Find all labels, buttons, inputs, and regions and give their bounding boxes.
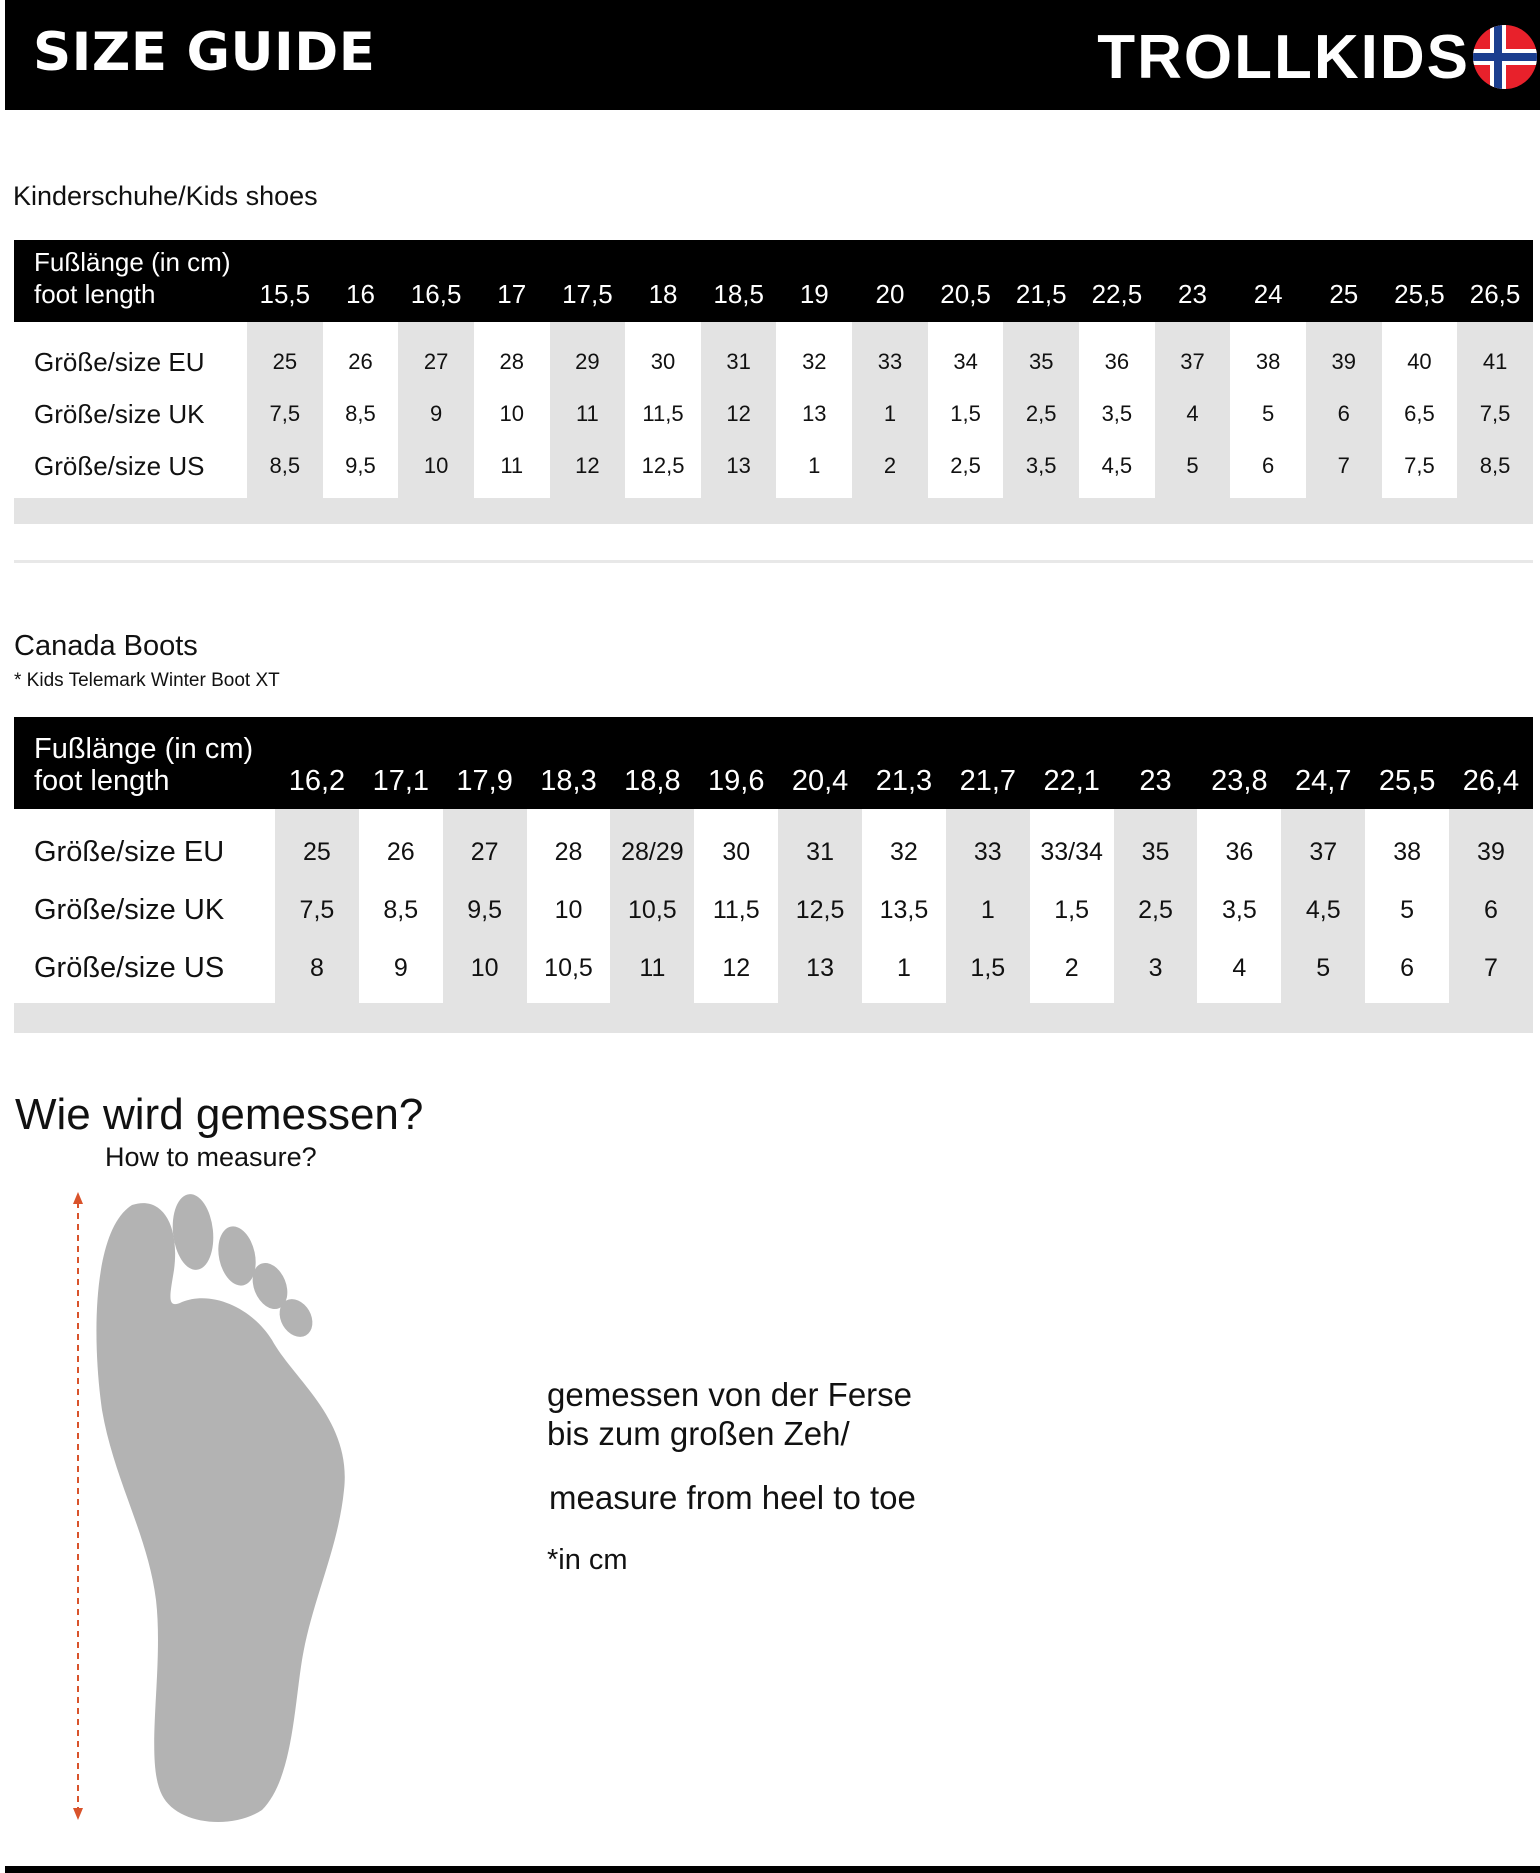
size-value: 8,5 [269, 453, 301, 478]
size-value: 28/29 [621, 838, 684, 866]
size-column [1365, 809, 1449, 1003]
size-column [625, 322, 701, 498]
foot-length-value: 17,5 [562, 279, 613, 309]
size-column [359, 809, 443, 1003]
size-value: 30 [722, 838, 751, 866]
foot-measure-svg [62, 1190, 362, 1830]
size-value: 27 [470, 838, 499, 866]
size-value: 4,5 [1305, 896, 1341, 924]
foot-length-value: 25 [1329, 279, 1359, 309]
size-value: 40 [1407, 349, 1432, 374]
foot-length-value: 17,1 [372, 765, 430, 797]
size-column [1457, 322, 1533, 498]
size-value: 5 [1186, 453, 1199, 478]
size-column [527, 809, 611, 1003]
size-value: 36 [1104, 349, 1130, 374]
size-column [694, 809, 778, 1003]
size-value: 12 [722, 954, 751, 982]
size-value: 11 [639, 954, 666, 982]
measure-text-de-line2: bis zum großen Zeh/ [547, 1415, 850, 1452]
size-value: 12,5 [641, 453, 685, 478]
size-column [1030, 809, 1114, 1003]
canada-boots-title: Canada Boots [14, 630, 198, 662]
measure-subtitle: How to measure? [105, 1142, 317, 1172]
size-value: 7,5 [1404, 453, 1435, 478]
foot-length-label-en: foot length [34, 279, 156, 309]
foot-length-value: 16 [346, 279, 375, 309]
size-column [1155, 322, 1231, 498]
size-value: 6 [1484, 896, 1498, 924]
size-value: 1,5 [950, 401, 981, 426]
size-column [275, 809, 359, 1003]
foot-length-value: 18 [648, 279, 678, 309]
table-footer-strip [14, 1003, 1533, 1033]
size-value: 11,5 [642, 401, 684, 426]
size-value: 2 [883, 453, 897, 478]
size-value: 6 [1337, 401, 1350, 426]
size-column [1114, 809, 1198, 1003]
measure-text-en: measure from heel to toe [549, 1479, 916, 1516]
size-value: 26 [386, 838, 415, 866]
size-value: 5 [1316, 954, 1331, 982]
foot-length-label-en: foot length [34, 765, 170, 797]
size-value: 39 [1477, 838, 1505, 866]
foot-length-value: 23,8 [1211, 765, 1268, 797]
size-value: 7 [1484, 954, 1498, 982]
size-column [1079, 322, 1155, 498]
size-column [1281, 809, 1365, 1003]
foot-length-value: 18,8 [624, 765, 681, 797]
canada-boots-note: * Kids Telemark Winter Boot XT [14, 670, 280, 691]
size-value: 37 [1309, 838, 1338, 866]
size-value: 25 [272, 349, 298, 374]
foot-length-value: 19,6 [708, 765, 765, 797]
size-value: 4 [1232, 954, 1247, 982]
row-label: Größe/size EU [34, 347, 205, 377]
length-arrow-icon [73, 1192, 83, 1820]
foot-length-value: 20 [875, 279, 905, 309]
size-value: 9 [393, 954, 408, 982]
size-value: 13 [806, 954, 834, 982]
size-value: 31 [726, 349, 751, 374]
size-column [946, 809, 1030, 1003]
page-title: SIZE GUIDE [33, 22, 376, 83]
foot-length-value: 22,5 [1091, 279, 1143, 309]
row-label: Größe/size US [34, 451, 205, 481]
size-value: 9,5 [345, 453, 376, 478]
size-value: 38 [1255, 349, 1281, 374]
size-value: 5 [1262, 401, 1275, 426]
foot-length-value: 20,4 [791, 765, 849, 797]
foot-illustration [62, 1190, 362, 1835]
size-value: 33 [877, 349, 903, 374]
size-column [1306, 322, 1382, 498]
row-label: Größe/size UK [34, 894, 225, 926]
canada-boots-size-table [14, 717, 1533, 1033]
section-divider [14, 560, 1533, 563]
row-labels-column [14, 336, 247, 498]
size-column [1003, 322, 1079, 498]
size-column [1382, 322, 1458, 498]
foot-length-header-label [14, 246, 247, 310]
size-value: 13,5 [879, 896, 929, 924]
size-value: 1 [896, 954, 911, 982]
size-column [778, 809, 862, 1003]
size-value: 13 [726, 453, 751, 478]
size-column [862, 809, 946, 1003]
size-value: 25 [303, 838, 331, 866]
kids-shoes-title: Kinderschuhe/Kids shoes [13, 181, 318, 211]
size-value: 29 [575, 349, 600, 374]
size-value: 4,5 [1101, 453, 1133, 478]
size-value: 7 [1337, 453, 1350, 478]
header-bar [5, 0, 1540, 110]
size-value: 4 [1186, 401, 1199, 426]
row-label: Größe/size EU [34, 836, 225, 868]
table-footer-strip [14, 498, 1533, 524]
foot-length-value: 24,7 [1295, 765, 1352, 797]
size-column [398, 322, 474, 498]
size-value: 3 [1148, 954, 1163, 982]
size-value: 31 [806, 838, 834, 866]
size-value: 9 [429, 401, 443, 426]
foot-length-value: 26,5 [1469, 279, 1521, 309]
size-value: 37 [1180, 349, 1205, 374]
size-value: 32 [802, 349, 827, 374]
size-column [443, 809, 527, 1003]
unit-note: *in cm [547, 1544, 628, 1576]
foot-length-value: 23 [1139, 765, 1172, 797]
measure-title: Wie wird gemessen? [15, 1090, 424, 1139]
size-column [474, 322, 550, 498]
size-column [610, 809, 694, 1003]
size-value: 35 [1141, 838, 1170, 866]
size-column [1197, 809, 1281, 1003]
size-value: 1 [980, 896, 995, 924]
foot-length-value: 18,5 [713, 279, 764, 309]
size-value: 10 [423, 453, 449, 478]
size-value: 33/34 [1040, 838, 1103, 866]
size-value: 2,5 [950, 453, 981, 478]
size-value: 2 [1064, 954, 1079, 982]
size-value: 12,5 [795, 896, 845, 924]
size-value: 10,5 [628, 896, 677, 924]
size-value: 27 [423, 349, 449, 374]
foot-length-value: 17,9 [456, 765, 513, 797]
size-column [701, 322, 777, 498]
size-value: 8 [309, 954, 324, 982]
kids-shoes-body [14, 322, 1533, 524]
size-value: 11,5 [712, 896, 760, 924]
foot-length-value: 17 [497, 279, 527, 309]
foot-length-value: 19 [799, 279, 829, 309]
size-value: 39 [1331, 349, 1357, 374]
size-value: 11 [575, 401, 599, 426]
size-value: 30 [650, 349, 676, 374]
row-label: Größe/size US [34, 952, 225, 984]
size-value: 9,5 [467, 896, 503, 924]
size-value: 6,5 [1404, 401, 1435, 426]
brand-logo-text: TROLLKIDS [1097, 22, 1470, 92]
size-value: 8,5 [1479, 453, 1511, 478]
size-column [550, 322, 626, 498]
foot-length-value: 25,5 [1394, 279, 1445, 309]
size-value: 10 [470, 954, 499, 982]
foot-length-value: 21,5 [1015, 279, 1067, 309]
brand-logo [1097, 22, 1470, 92]
size-value: 3,5 [1222, 896, 1257, 924]
size-value: 41 [1482, 349, 1508, 374]
size-value: 3,5 [1101, 401, 1133, 426]
size-column [323, 322, 399, 498]
foot-length-value: 21,3 [875, 765, 933, 797]
size-value: 26 [348, 349, 373, 374]
canada-boots-header [14, 717, 1533, 809]
foot-length-value: 23 [1178, 279, 1207, 309]
size-value: 10,5 [544, 954, 593, 982]
size-value: 13 [802, 401, 827, 426]
size-value: 38 [1393, 838, 1421, 866]
size-value: 34 [953, 349, 978, 374]
foot-length-value: 20,5 [940, 279, 991, 309]
size-value: 8,5 [345, 401, 376, 426]
foot-length-label-de: Fußlänge (in cm) [34, 733, 254, 765]
size-value: 12 [575, 453, 600, 478]
foot-length-value: 16,5 [410, 279, 462, 309]
size-value: 33 [973, 838, 1002, 866]
foot-length-value: 24 [1253, 279, 1283, 309]
foot-length-header-label [14, 733, 275, 797]
size-value: 2,5 [1138, 896, 1173, 924]
foot-length-value: 22,1 [1043, 765, 1100, 797]
size-value: 11 [500, 453, 524, 478]
size-value: 6 [1262, 453, 1275, 478]
size-value: 10 [499, 401, 524, 426]
size-value: 35 [1028, 349, 1054, 374]
size-value: 12 [726, 401, 751, 426]
foot-icon [96, 1192, 344, 1822]
size-column [776, 322, 852, 498]
canada-boots-body [14, 809, 1533, 1033]
foot-length-value: 26,4 [1462, 765, 1520, 797]
size-column [852, 322, 928, 498]
size-value: 1 [808, 453, 821, 478]
size-column [1449, 809, 1533, 1003]
measure-text-de-line1: gemessen von der Ferse [547, 1376, 913, 1413]
size-value: 8,5 [383, 896, 419, 924]
size-value: 1,5 [970, 954, 1006, 982]
foot-length-value: 25,5 [1378, 765, 1436, 797]
foot-length-value: 16,2 [288, 765, 346, 797]
size-column [928, 322, 1004, 498]
kids-shoes-header [14, 240, 1533, 322]
size-column [1230, 322, 1306, 498]
size-value: 36 [1225, 838, 1254, 866]
size-value: 2,5 [1025, 401, 1057, 426]
foot-length-value: 18,3 [540, 765, 597, 797]
foot-length-value: 21,7 [959, 765, 1017, 797]
size-column [247, 322, 323, 498]
size-value: 28 [554, 838, 583, 866]
size-value: 10 [554, 896, 583, 924]
size-value: 7,5 [269, 401, 301, 426]
foot-length-value: 15,5 [259, 279, 311, 309]
size-value: 7,5 [1479, 401, 1511, 426]
row-label: Größe/size UK [34, 399, 205, 429]
size-value: 3,5 [1025, 453, 1057, 478]
size-value: 1,5 [1054, 896, 1090, 924]
norway-flag-icon [1472, 24, 1538, 90]
size-value: 6 [1400, 954, 1415, 982]
bottom-bar [5, 1866, 1540, 1873]
row-labels-column [14, 823, 275, 1003]
size-value: 5 [1400, 896, 1415, 924]
size-value: 7,5 [299, 896, 335, 924]
size-value: 32 [890, 838, 918, 866]
size-value: 28 [499, 349, 524, 374]
size-value: 1 [883, 401, 897, 426]
kids-shoes-size-table [14, 240, 1533, 524]
foot-length-label-de: Fußlänge (in cm) [34, 247, 231, 277]
